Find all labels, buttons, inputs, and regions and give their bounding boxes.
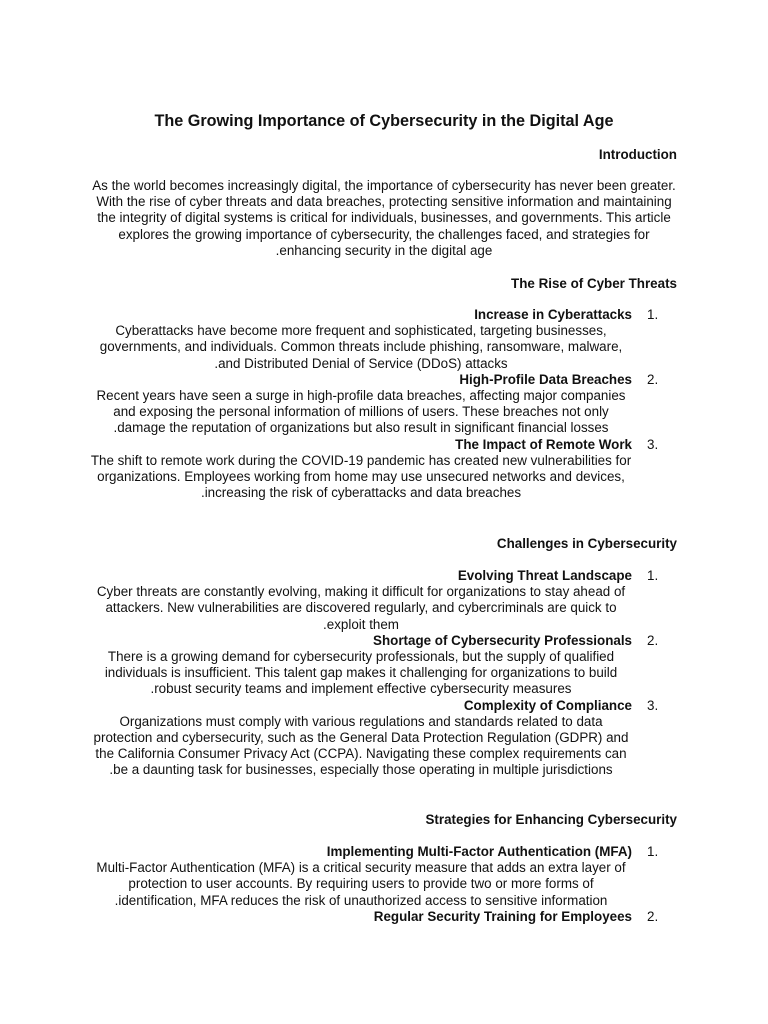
item-body: There is a growing demand for cybersecurity professionals, but the supply of qualified individuals is insufficient. This talent gap makes it challenging for organizations to build robust security teams and implement effective cybersecurity measures. <box>104 649 618 697</box>
item-title: Complexity of Compliance <box>463 697 632 713</box>
item-body: Recent years have seen a surge in high-profile data breaches, affecting major companies and exposing the personal information of millions of users. These breaches not only damage the reputation of organizations but also result in significant financial losses. <box>96 388 626 436</box>
item-number: 2. <box>647 371 659 387</box>
item-number: 2. <box>647 908 659 924</box>
item-body: Multi-Factor Authentication (MFA) is a critical security measure that adds an extra layer of protection to user accounts. By requiring users to provide two or more forms of identification, MFA reduces the risk of unauthorized access to sensitive information. <box>96 860 626 908</box>
item-body: Cyberattacks have become more frequent and sophisticated, targeting businesses, governments, and individuals. Common threats include phishing, ransomware, malware, and Distributed Denial of Service (DDoS) attacks. <box>99 323 623 371</box>
challenges-heading <box>90 536 677 552</box>
list-item <box>90 698 677 779</box>
item-title: Evolving Threat Landscape <box>457 568 632 583</box>
list-item <box>90 909 677 925</box>
item-number: 3. <box>647 436 659 452</box>
item-number: 3. <box>647 697 659 713</box>
item-title: High-Profile Data Breaches <box>459 371 632 387</box>
section-heading: Strategies for Enhancing Cybersecurity <box>425 812 677 827</box>
introduction-heading <box>90 147 677 163</box>
list-item <box>90 437 677 502</box>
strategies-heading <box>90 812 677 828</box>
document-title: The Growing Importance of Cybersecurity in the Digital Age <box>154 112 614 130</box>
section-heading: Introduction <box>598 147 677 162</box>
list-item <box>90 307 677 372</box>
item-body: The shift to remote work during the COVID-19 pandemic has created new vulnerabilities for organizations. Employees working from home may use unsecured networks and devices, increasing the risk of cyberattacks and data breaches. <box>90 452 632 501</box>
item-title: Increase in Cyberattacks <box>474 307 632 322</box>
list-item <box>90 568 677 633</box>
item-body: Cyber threats are constantly evolving, making it difficult for organizations to stay ahead of attackers. New vulnerabilities are discovered regularly, and cybercriminals are quick to exploit them. <box>96 584 626 632</box>
challenges-list <box>90 568 677 779</box>
item-number: 1. <box>647 568 659 583</box>
item-number: 2. <box>647 632 659 648</box>
list-item <box>90 844 677 909</box>
item-number: 1. <box>647 307 659 322</box>
item-title: Implementing Multi-Factor Authentication (MFA) <box>326 844 632 859</box>
item-body: Organizations must comply with various regulations and standards related to data protection and cybersecurity, such as the General Data Protection Regulation (GDPR) and the California Consumer Privacy Act (CCPA). Navigating these complex requirements can be a daunting task for businesses, especially those operating in multiple jurisdictions. <box>93 713 629 778</box>
item-title: The Impact of Remote Work <box>455 436 632 452</box>
item-title: Regular Security Training for Employees <box>373 908 632 924</box>
rise-heading <box>90 276 677 292</box>
section-heading: The Rise of Cyber Threats <box>511 276 677 291</box>
rise-list <box>90 307 677 501</box>
list-item <box>90 372 677 437</box>
strategies-list <box>90 844 677 925</box>
section-heading: Challenges in Cybersecurity <box>496 536 677 551</box>
introduction-paragraph: As the world becomes increasingly digital, the importance of cybersecurity has never been greater. With the rise of cyber threats and data breaches, protecting sensitive information and maintaining the integrity of digital systems is critical for individuals, businesses, and governments. This article explores the growing importance of cybersecurity, the challenges faced, and strategies for enhancing security in the digital age. <box>92 178 676 258</box>
list-item <box>90 633 677 698</box>
item-number: 1. <box>647 844 659 859</box>
item-title: Shortage of Cybersecurity Professionals <box>373 632 632 648</box>
